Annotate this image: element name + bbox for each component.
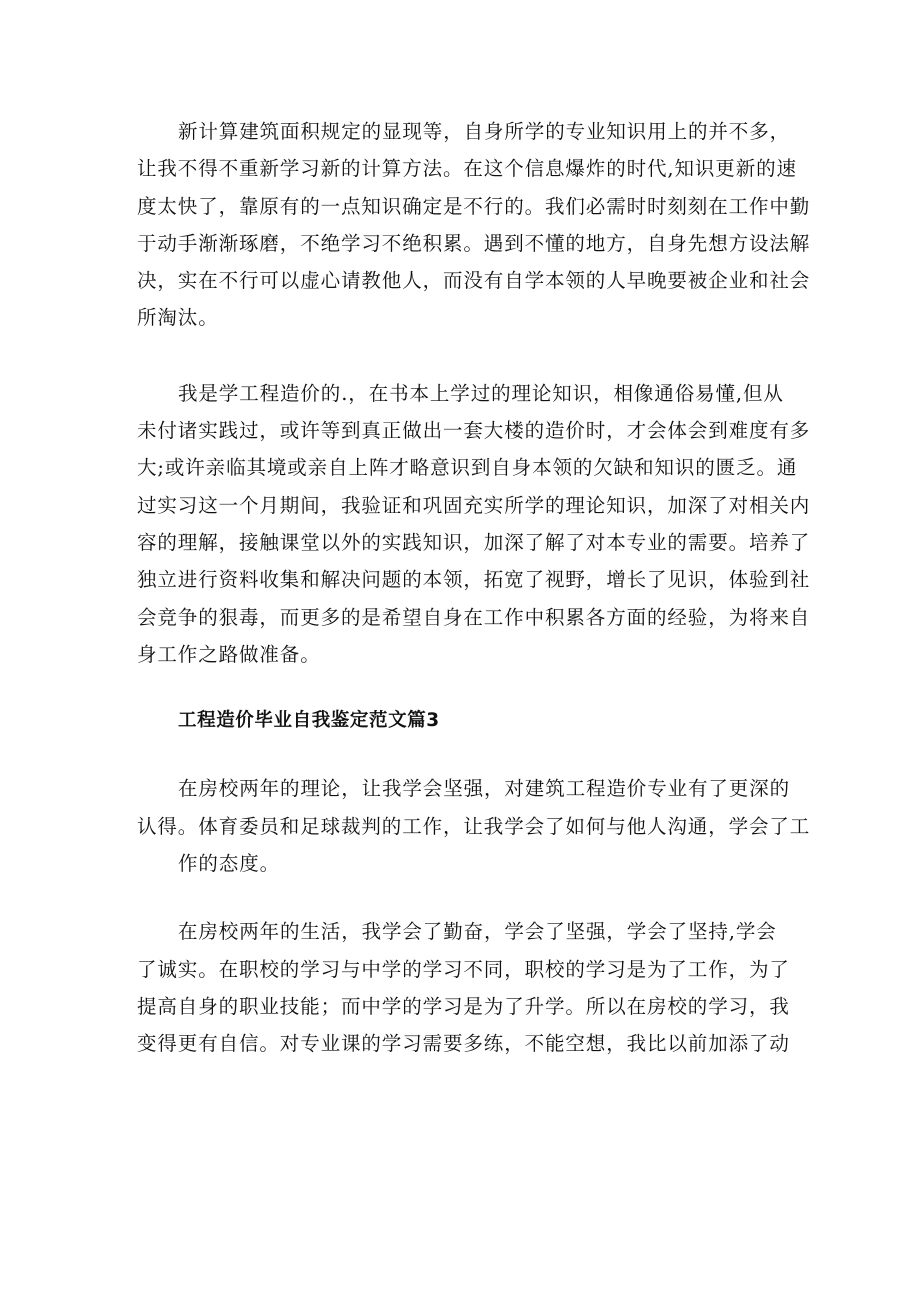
text-line: 会竞争的狠毒，而更多的是希望自身在工作中积累各方面的经验，为将来自 <box>137 605 811 629</box>
text-line: 让我不得不重新学习新的计算方法。在这个信息爆炸的时代,知识更新的速 <box>137 157 797 181</box>
paragraph-2 <box>137 375 811 673</box>
text-line: 决，实在不行可以虚心请教他人，而没有自学本领的人早晚要被企业和社会 <box>137 269 811 293</box>
text-line: 新计算建筑面积规定的显现等，自身所学的专业知识用上的并不多， <box>178 120 791 143</box>
text-line: 认得。体育委员和足球裁判的工作，让我学会了如何与他人沟通，学会了工 <box>137 814 811 838</box>
text-line: 提高自身的职业技能；而中学的学习是为了升学。所以在房校的学习，我 <box>137 994 790 1018</box>
text-line: 我是学工程造价的.，在书本上学过的理论知识，相像通俗易懂,但从 <box>178 381 784 405</box>
paragraph-1 <box>137 113 811 337</box>
text-line: 容的理解，接触课堂以外的实践知识，加深了解了对本专业的需要。培养了 <box>137 530 811 554</box>
document-body <box>137 113 811 1063</box>
text-line: 在房校两年的理论，让我学会坚强，对建筑工程造价专业有了更深的 <box>178 777 791 801</box>
paragraph-4 <box>137 913 790 1062</box>
section-heading: 工程造价毕业自我鉴定范文篇3 <box>178 710 440 732</box>
text-line: 独立进行资料收集和解决问题的本领，拓宽了视野，增长了见识，体验到社 <box>137 568 811 592</box>
text-line: 所淘汰。 <box>137 306 219 330</box>
text-line: 在房校两年的生活，我学会了勤奋，学会了坚强，学会了坚持,学会 <box>178 920 777 944</box>
text-line: 身工作之路做准备。 <box>137 642 321 666</box>
text-line: 作的态度。 <box>178 852 281 876</box>
text-line: 了诚实。在职校的学习与中学的学习不同，职校的学习是为了工作，为了 <box>137 957 790 981</box>
text-line: 变得更有自信。对专业课的学习需要多练，不能空想，我比以前加添了动 <box>137 1032 790 1056</box>
text-line: 于动手渐渐琢磨，不绝学习不绝积累。遇到不懂的地方，自身先想方设法解 <box>137 231 811 255</box>
text-line: 大;或许亲临其境或亲自上阵才略意识到自身本领的欠缺和知识的匮乏。通 <box>137 456 798 480</box>
text-line: 过实习这一个月期间，我验证和巩固充实所学的理论知识，加深了对相关内 <box>137 493 811 517</box>
paragraph-3 <box>137 770 811 882</box>
text-line: 度太快了，靠原有的一点知识确定是不行的。我们必需时时刻刻在工作中勤 <box>137 194 811 218</box>
text-line: 未付诸实践过，或许等到真正做出一套大楼的造价时，才会体会到难度有多 <box>137 419 811 443</box>
